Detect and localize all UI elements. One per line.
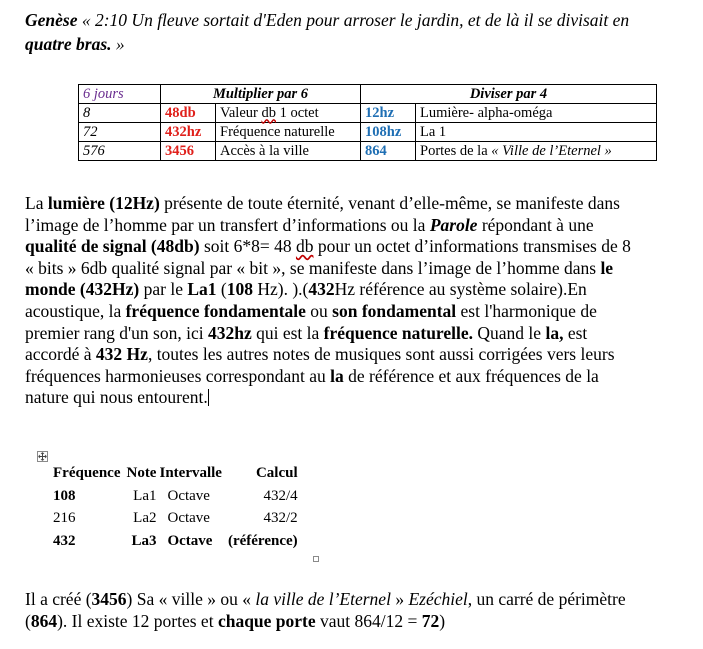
ratio-table-header [79, 85, 657, 104]
table-move-handle-icon[interactable] [37, 451, 48, 462]
italic-run: la ville de l’Eternel [255, 589, 391, 609]
bold-run: 864 [30, 610, 58, 631]
bold-run: 72 [421, 610, 440, 631]
cell-div-desc-b: « Ville de l’Eternel » [491, 142, 612, 159]
cell-div-desc-a: Portes de la [420, 142, 492, 159]
text-run: vaut 864/12 = [315, 610, 422, 631]
cell-mult-desc-a: Valeur [220, 104, 262, 121]
spellcheck-word: db [295, 236, 314, 257]
text-run: Hz). ).( [252, 279, 309, 300]
bold-italic-run: Parole [429, 214, 478, 235]
bold-run: son fondamental [332, 300, 457, 321]
ratio-table [78, 84, 657, 161]
text-run: est l'harmonique de premier rang d'un son, ici [25, 300, 597, 343]
cell-frequence: 432 [53, 532, 76, 549]
table-row [50, 530, 301, 553]
cell-mult-value: 48db [161, 104, 216, 123]
header-calcul: Calcul [255, 465, 298, 481]
cell-div-value: 864 [361, 142, 416, 161]
bold-run: fréquence fondamentale [125, 300, 306, 321]
cell-mult-desc: Fréquence naturelle [216, 123, 361, 142]
genesis-quote [25, 8, 675, 56]
text-run: présente de toute éternité, venant d’elle-même, se manifeste dans l’image de l’homme par un transfert d’informations ou la [25, 193, 620, 235]
header-diviser: Diviser par 4 [361, 85, 657, 104]
text-cursor [208, 389, 209, 406]
text-run: soit 6*8= 48 [199, 236, 296, 257]
bold-run: 432 [308, 279, 335, 300]
cell-mult-desc: Accès à la ville [216, 142, 361, 161]
cell-note: La1 [133, 487, 157, 504]
text-run: de référence et aux fréquences de la nature qui nous entourent. [25, 365, 599, 408]
bold-run: 3456 [91, 589, 127, 609]
cell-calcul: 432/2 [263, 510, 298, 526]
text-run: répondant à une [477, 214, 594, 235]
quote-text: « 2:10 Un fleuve sortait d'Eden pour arroser le jardin, et de là il se divisait en [77, 10, 630, 30]
cell-calcul: 432/4 [263, 487, 298, 504]
quote-end: » [111, 34, 125, 54]
text-run: Il a créé ( [25, 589, 92, 609]
text-run: Hz référence au système solaire).En acoustique, la [25, 279, 587, 321]
cell-mult-desc [216, 104, 361, 123]
cell-div-value: 108hz [361, 123, 416, 142]
cell-mult-value: 432hz [161, 123, 216, 142]
quote-emphasis: quatre bras. [25, 34, 112, 54]
frequency-table-header [50, 462, 301, 485]
header-multiplier: Multiplier par 6 [161, 85, 361, 104]
spellcheck-word: db [261, 104, 276, 121]
text-run: qui est la [251, 322, 324, 343]
bold-run: 432hz [207, 322, 252, 343]
table-row [79, 142, 657, 161]
cell-div-desc: Lumière- alpha-oméga [416, 104, 657, 123]
bold-run: la [330, 365, 344, 386]
table-resize-handle[interactable] [313, 556, 319, 562]
bold-run: 108 [226, 279, 253, 300]
bold-run: La1 [187, 279, 217, 300]
quote-prefix: Genèse [25, 10, 78, 30]
bold-run: qualité de signal (48db) [25, 236, 200, 257]
text-run: » [390, 589, 409, 609]
italic-run: Ezéchiel [408, 589, 468, 609]
text-run: est accordé à [25, 322, 588, 365]
text-run: Quand le [473, 322, 546, 343]
cell-intervalle: Octave [167, 510, 210, 526]
table-row [79, 123, 657, 142]
text-run: par le [139, 279, 188, 300]
cell-frequence: 108 [53, 487, 76, 504]
cell-mult-value: 3456 [161, 142, 216, 161]
cell-days: 72 [79, 123, 161, 142]
bold-run: 432 Hz [95, 344, 148, 365]
cell-div-desc: La 1 [416, 123, 657, 142]
table-row [79, 104, 657, 123]
cell-mult-desc-b: 1 octet [275, 104, 319, 121]
table-row [50, 485, 301, 508]
frequency-table [50, 462, 301, 552]
text-run: La [25, 193, 48, 213]
header-intervalle: Intervalle [159, 465, 222, 481]
cell-note: La2 [133, 510, 157, 526]
bold-run: fréquence naturelle. [323, 322, 474, 343]
cell-intervalle: Octave [167, 532, 213, 549]
cell-days: 576 [79, 142, 161, 161]
bold-run: la, [545, 322, 564, 343]
table-row [50, 507, 301, 530]
cell-div-desc [416, 142, 657, 161]
header-frequence: Fréquence [53, 465, 121, 481]
text-run: , toutes les autres notes de musiques sont aussi corrigées vers leurs fréquences harmonieuses correspondant au [25, 344, 615, 386]
header-6-jours: 6 jours [79, 85, 161, 104]
text-run: ). Il existe 12 portes et [57, 610, 218, 631]
text-run: ) [439, 610, 446, 631]
bold-run: lumière (12Hz) [47, 193, 160, 213]
text-run: ou [305, 300, 333, 321]
cell-days: 8 [79, 104, 161, 123]
text-run: pour un octet d’informations transmises de 8 « bits » 6db qualité signal par « bit », se manifeste dans l’image de l’homme dans [25, 236, 631, 278]
cell-div-value: 12hz [361, 104, 416, 123]
cell-note: La3 [131, 532, 157, 549]
bold-run: le monde (432Hz) [25, 257, 614, 300]
cell-calcul: (référence) [227, 532, 298, 549]
text-run: ) Sa « ville » ou « [126, 589, 256, 609]
header-note: Note [126, 465, 157, 481]
bold-run: chaque porte [217, 610, 316, 631]
closing-paragraph[interactable] [25, 589, 645, 632]
body-paragraph[interactable] [25, 193, 635, 409]
text-run: ( [216, 279, 227, 300]
cell-frequence: 216 [53, 510, 76, 526]
text-run: , un carré de périmètre ( [25, 589, 626, 631]
cell-intervalle: Octave [167, 487, 210, 504]
